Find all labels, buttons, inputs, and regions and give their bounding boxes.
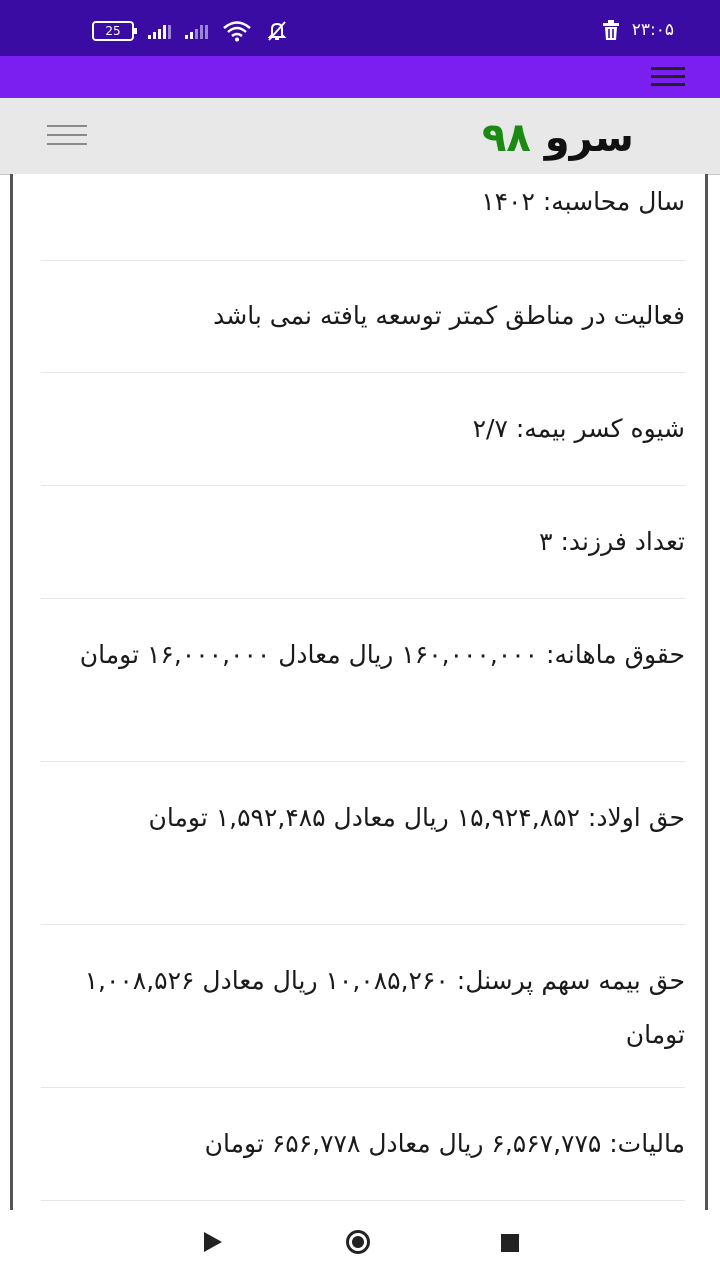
- status-bar: [0, 0, 720, 56]
- recents-icon[interactable]: [501, 1234, 519, 1252]
- hamburger-icon[interactable]: [651, 67, 685, 86]
- list-item: مالیات: ۶,۵۶۷,۷۷۵ ریال معادل ۶۵۶,۷۷۸ تومان: [41, 1089, 685, 1201]
- list-item: حق بیمه سهم پرسنل: ۱۰,۰۸۵,۲۶۰ ریال معادل ۱,۰۰۸,۵۲۶ تومان: [41, 926, 685, 1088]
- results-list: [10, 174, 708, 1210]
- list-item: فعالیت در مناطق کمتر توسعه یافته نمی باشد: [41, 261, 685, 373]
- trash-icon: [602, 20, 620, 40]
- navigation-bar: [0, 1210, 720, 1280]
- wifi-icon: [222, 20, 252, 42]
- site-logo[interactable]: [482, 112, 634, 164]
- app-bar: [0, 56, 720, 98]
- logo-word: سرو: [544, 115, 634, 161]
- list-item: حقوق ماهانه: ۱۶۰,۰۰۰,۰۰۰ ریال معادل ۱۶,۰۰۰,۰۰۰ تومان: [41, 600, 685, 762]
- bell-off-icon: [266, 20, 288, 42]
- home-icon[interactable]: [346, 1230, 370, 1254]
- list-item: شیوه کسر بیمه: ۲/۷: [41, 374, 685, 486]
- back-icon[interactable]: [204, 1232, 222, 1252]
- list-item: حق اولاد: ۱۵,۹۲۴,۸۵۲ ریال معادل ۱,۵۹۲,۴۸۵ تومان: [41, 763, 685, 925]
- logo-number: ۹۸: [482, 115, 531, 161]
- signal-icon: [148, 23, 171, 39]
- signal-icon: [185, 23, 208, 39]
- status-time: ۲۳:۰۵: [631, 20, 674, 40]
- hamburger-icon[interactable]: [47, 125, 87, 145]
- battery-icon: 25: [92, 21, 134, 41]
- list-item: سال محاسبه: ۱۴۰۲: [41, 174, 685, 261]
- list-item: تعداد فرزند: ۳: [41, 487, 685, 599]
